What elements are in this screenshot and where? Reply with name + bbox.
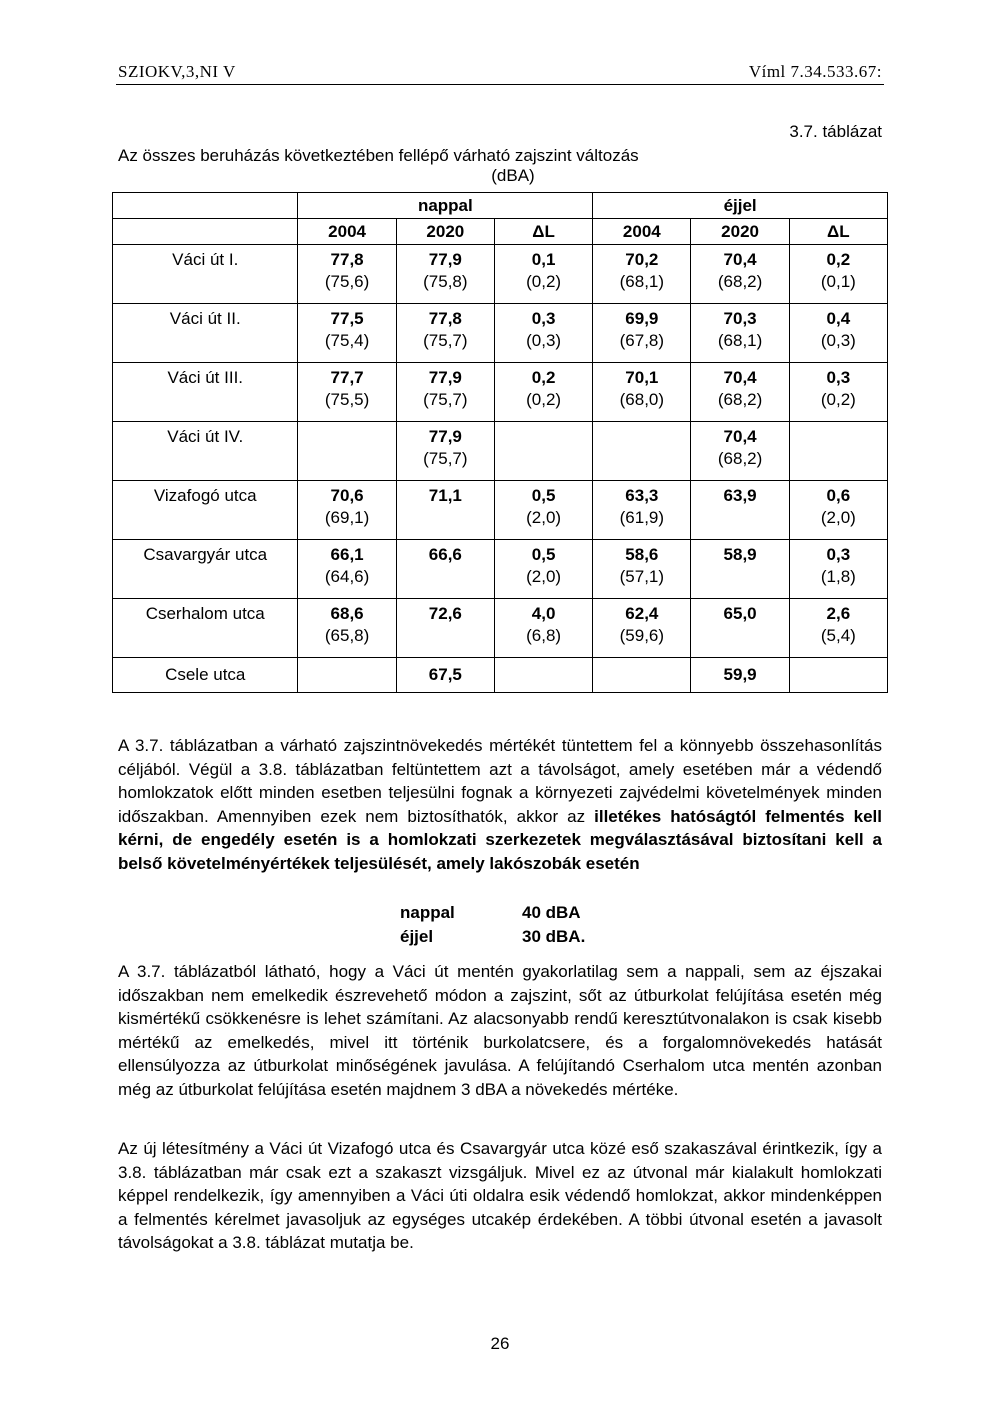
value-sub: (61,9): [619, 508, 665, 527]
location-cell: [113, 245, 298, 304]
value-main: 70,4: [723, 427, 757, 446]
value-sub: (68,2): [717, 390, 763, 409]
value-main: 77,9: [428, 368, 462, 387]
group-header-night: éjjel: [593, 193, 888, 219]
value-main: 0,3: [826, 368, 851, 387]
value-main: 63,3: [625, 486, 659, 505]
value-cell: [789, 481, 887, 540]
value-sub: (68,2): [717, 449, 763, 468]
value-cell: [789, 599, 887, 658]
location-name: Csavargyár utca: [143, 545, 268, 564]
running-header-right: Víml 7.34.533.67:: [748, 62, 882, 81]
value-cell: [593, 422, 691, 481]
table-row: [113, 540, 888, 599]
value-main: 70,1: [625, 368, 659, 387]
value-sub: (75,6): [324, 272, 370, 291]
value-main: 67,5: [428, 665, 462, 684]
value-sub: (75,7): [423, 331, 468, 350]
value-cell: [298, 658, 396, 693]
paragraph-3: Az új létesítmény a Váci út Vizafogó utca és Csavargyár utca közé eső szakaszával érintkezik, így a 3.8. táblázatban már csak ezt a szakaszt vizsgáljuk. Mivel ez az útvonal már kialakult homlokzati képpel rendelkezik, így amennyiben a Váci úti oldalra esik védendő homlokzat, akkor mindenképpen a felmentés kérelmet javasoljuk az egységes utcakép érdekében. A többi útvonal esetén a javasolt távolságokat a 3.8. táblázat mutatja be.: [118, 1139, 882, 1252]
value-main: 0,6: [826, 486, 851, 505]
value-sub: (75,5): [324, 390, 370, 409]
table-caption-title: Az összes beruházás következtében fellépő várható zajszint változás: [118, 146, 639, 165]
value-cell: [396, 599, 494, 658]
table-row: [113, 422, 888, 481]
value-cell: [691, 658, 789, 693]
column-header: 2020: [691, 219, 789, 245]
value-cell: [396, 422, 494, 481]
location-cell: [113, 304, 298, 363]
value-cell: [298, 363, 396, 422]
value-sub: (75,7): [423, 390, 468, 409]
value-cell: [396, 658, 494, 693]
value-cell: [494, 658, 592, 693]
location-name: Cserhalom utca: [145, 604, 265, 623]
requirement-value: 40 dBA: [522, 903, 581, 922]
value-cell: [494, 422, 592, 481]
requirement-label: éjjel: [400, 927, 434, 946]
value-main: 77,8: [428, 309, 462, 328]
value-main: 71,1: [428, 486, 462, 505]
location-cell: [113, 658, 298, 693]
paragraph-1-text: A 3.7. táblázatban a várható zajszintnövekedés mértékét tüntettem fel a könnyebb összehasonlítás céljából. Végül a 3.8. táblázatban feltüntettem azt a távolságot, amely esetében már a védendő homlokzatok előtt minden esetben teljesülni fognak a környezeti zajvédelmi követelmények minden időszakban. Amennyiben ezek nem biztosíthatók, akkor az: [118, 736, 882, 826]
table-row: [113, 304, 888, 363]
value-sub: (59,6): [619, 626, 665, 645]
requirement-day: [400, 901, 581, 925]
value-main: 65,0: [723, 604, 757, 623]
value-cell: [396, 304, 494, 363]
requirement-value: 30 dBA.: [522, 927, 586, 946]
location-cell: [113, 422, 298, 481]
value-sub: (69,1): [324, 508, 370, 527]
table-caption-unit: (dBA): [491, 166, 535, 185]
value-cell: [494, 245, 592, 304]
value-main: 0,1: [531, 250, 556, 269]
value-main: 0,3: [531, 309, 556, 328]
table-caption: [118, 146, 908, 186]
value-sub: (0,2): [820, 390, 856, 409]
value-main: 0,2: [826, 250, 851, 269]
value-sub: (68,2): [717, 272, 763, 291]
location-cell: [113, 540, 298, 599]
value-main: 70,6: [330, 486, 364, 505]
value-cell: [396, 481, 494, 540]
table-group-header-row: [113, 193, 888, 219]
location-name: Vizafogó utca: [153, 486, 257, 505]
column-header: 2004: [298, 219, 396, 245]
value-cell: [789, 245, 887, 304]
value-cell: [396, 540, 494, 599]
value-sub: (0,3): [820, 331, 856, 350]
value-main: 70,3: [723, 309, 757, 328]
value-cell: [691, 363, 789, 422]
location-name: Váci út IV.: [167, 427, 244, 446]
value-cell: [494, 540, 592, 599]
value-cell: [789, 658, 887, 693]
value-cell: [396, 245, 494, 304]
value-main: 58,6: [625, 545, 659, 564]
column-header: ΔL: [494, 219, 592, 245]
value-sub: (1,8): [820, 567, 856, 586]
value-cell: [494, 481, 592, 540]
value-cell: [789, 363, 887, 422]
value-main: 0,4: [826, 309, 851, 328]
location-name: Váci út III.: [167, 368, 244, 387]
value-cell: [494, 363, 592, 422]
value-main: 62,4: [625, 604, 659, 623]
value-sub: (75,8): [423, 272, 468, 291]
value-cell: [593, 481, 691, 540]
paragraph-1: [118, 734, 882, 875]
corner-cell: [113, 193, 298, 219]
value-sub: (57,1): [619, 567, 665, 586]
noise-level-table: [112, 192, 888, 693]
table-row: [113, 599, 888, 658]
value-main: 59,9: [723, 665, 757, 684]
value-main: 69,9: [625, 309, 659, 328]
value-sub: (0,1): [820, 272, 856, 291]
value-sub: (68,0): [619, 390, 665, 409]
value-sub: (68,1): [717, 331, 763, 350]
page-number: 26: [490, 1334, 510, 1353]
value-cell: [396, 363, 494, 422]
column-header: 2004: [593, 219, 691, 245]
value-cell: [593, 245, 691, 304]
table-row: [113, 658, 888, 693]
value-cell: [494, 599, 592, 658]
location-cell: [113, 481, 298, 540]
value-main: 77,7: [330, 368, 364, 387]
value-cell: [593, 304, 691, 363]
value-sub: (67,8): [619, 331, 665, 350]
value-main: 63,9: [723, 486, 757, 505]
value-sub: (2,0): [526, 567, 562, 586]
table-row: [113, 363, 888, 422]
value-cell: [691, 599, 789, 658]
value-main: 70,4: [723, 368, 757, 387]
value-cell: [593, 540, 691, 599]
value-main: 2,6: [826, 604, 851, 623]
header-rule: [116, 84, 884, 85]
table-row: [113, 245, 888, 304]
value-main: 70,4: [723, 250, 757, 269]
value-cell: [691, 304, 789, 363]
table-row: [113, 481, 888, 540]
value-cell: [298, 304, 396, 363]
value-main: 77,9: [428, 427, 462, 446]
value-main: 70,2: [625, 250, 659, 269]
column-header: 2020: [396, 219, 494, 245]
value-sub: (75,4): [324, 331, 370, 350]
value-cell: [593, 363, 691, 422]
value-sub: (68,1): [619, 272, 665, 291]
value-cell: [789, 304, 887, 363]
value-sub: (5,4): [820, 626, 856, 645]
value-cell: [593, 599, 691, 658]
value-main: 4,0: [531, 604, 556, 623]
value-cell: [298, 481, 396, 540]
value-cell: [691, 481, 789, 540]
value-main: 0,5: [531, 486, 556, 505]
value-cell: [298, 245, 396, 304]
value-main: 68,6: [330, 604, 364, 623]
value-main: 66,6: [428, 545, 462, 564]
location-cell: [113, 599, 298, 658]
value-main: 77,9: [428, 250, 462, 269]
value-sub: (64,6): [324, 567, 370, 586]
value-main: 0,3: [826, 545, 851, 564]
column-header: ΔL: [789, 219, 887, 245]
corner-cell: [113, 219, 298, 245]
table-body: [113, 245, 888, 693]
requirement-label: nappal: [400, 903, 455, 922]
value-main: 0,2: [531, 368, 556, 387]
value-sub: (2,0): [820, 508, 856, 527]
value-cell: [593, 658, 691, 693]
value-main: 72,6: [428, 604, 462, 623]
value-cell: [298, 422, 396, 481]
value-sub: (6,8): [526, 626, 562, 645]
value-cell: [691, 245, 789, 304]
table-number: 3.7. táblázat: [789, 122, 882, 141]
value-sub: (65,8): [324, 626, 370, 645]
value-cell: [494, 304, 592, 363]
value-sub: (0,3): [526, 331, 562, 350]
paragraph-2: A 3.7. táblázatból látható, hogy a Váci út mentén gyakorlatilag sem a nappali, sem az éjszakai időszakban nem emelkedik észrevehető módon a zajszint, sőt az útburkolat felújítása esetén még kismértékű csökkenésre is lehet számítani. Az alacsonyabb rendű keresztútvonalakon is csak kisebb mértékű az emelkedés, mivel itt történik burkolatcsere, és a forgalomnövekedés hatását ellensúlyozza az útburkolat minőségének javulása. A felújítandó Cserhalom utca mentén azonban még az útburkolat felújítása esetén majdnem 3 dBA a növekedés mértéke.: [118, 962, 882, 1099]
value-cell: [298, 540, 396, 599]
value-sub: (75,7): [423, 449, 468, 468]
value-sub: (0,2): [526, 272, 562, 291]
location-name: Váci út II.: [169, 309, 241, 328]
value-cell: [691, 540, 789, 599]
location-name: Csele utca: [165, 665, 246, 684]
table-column-header-row: [113, 219, 888, 245]
value-main: 77,8: [330, 250, 364, 269]
location-cell: [113, 363, 298, 422]
value-main: 66,1: [330, 545, 364, 564]
value-main: 58,9: [723, 545, 757, 564]
paragraph-1-emphasis: illetékes hatóságtól felmentés kell kérni, de engedély esetén is a homlokzati szerkezetek megválasztásával biztosítani kell a belső követelményértékek teljesülését, amely lakószobák esetén: [118, 806, 882, 873]
value-main: 77,5: [330, 309, 364, 328]
running-header-left: SZIOKV,3,NI V: [118, 62, 236, 81]
value-main: 0,5: [531, 545, 556, 564]
value-cell: [789, 422, 887, 481]
location-name: Váci út I.: [172, 250, 239, 269]
requirement-night: [400, 925, 585, 949]
value-cell: [789, 540, 887, 599]
value-cell: [691, 422, 789, 481]
value-sub: (0,2): [526, 390, 562, 409]
value-sub: (2,0): [526, 508, 562, 527]
value-cell: [298, 599, 396, 658]
group-header-day: nappal: [298, 193, 593, 219]
